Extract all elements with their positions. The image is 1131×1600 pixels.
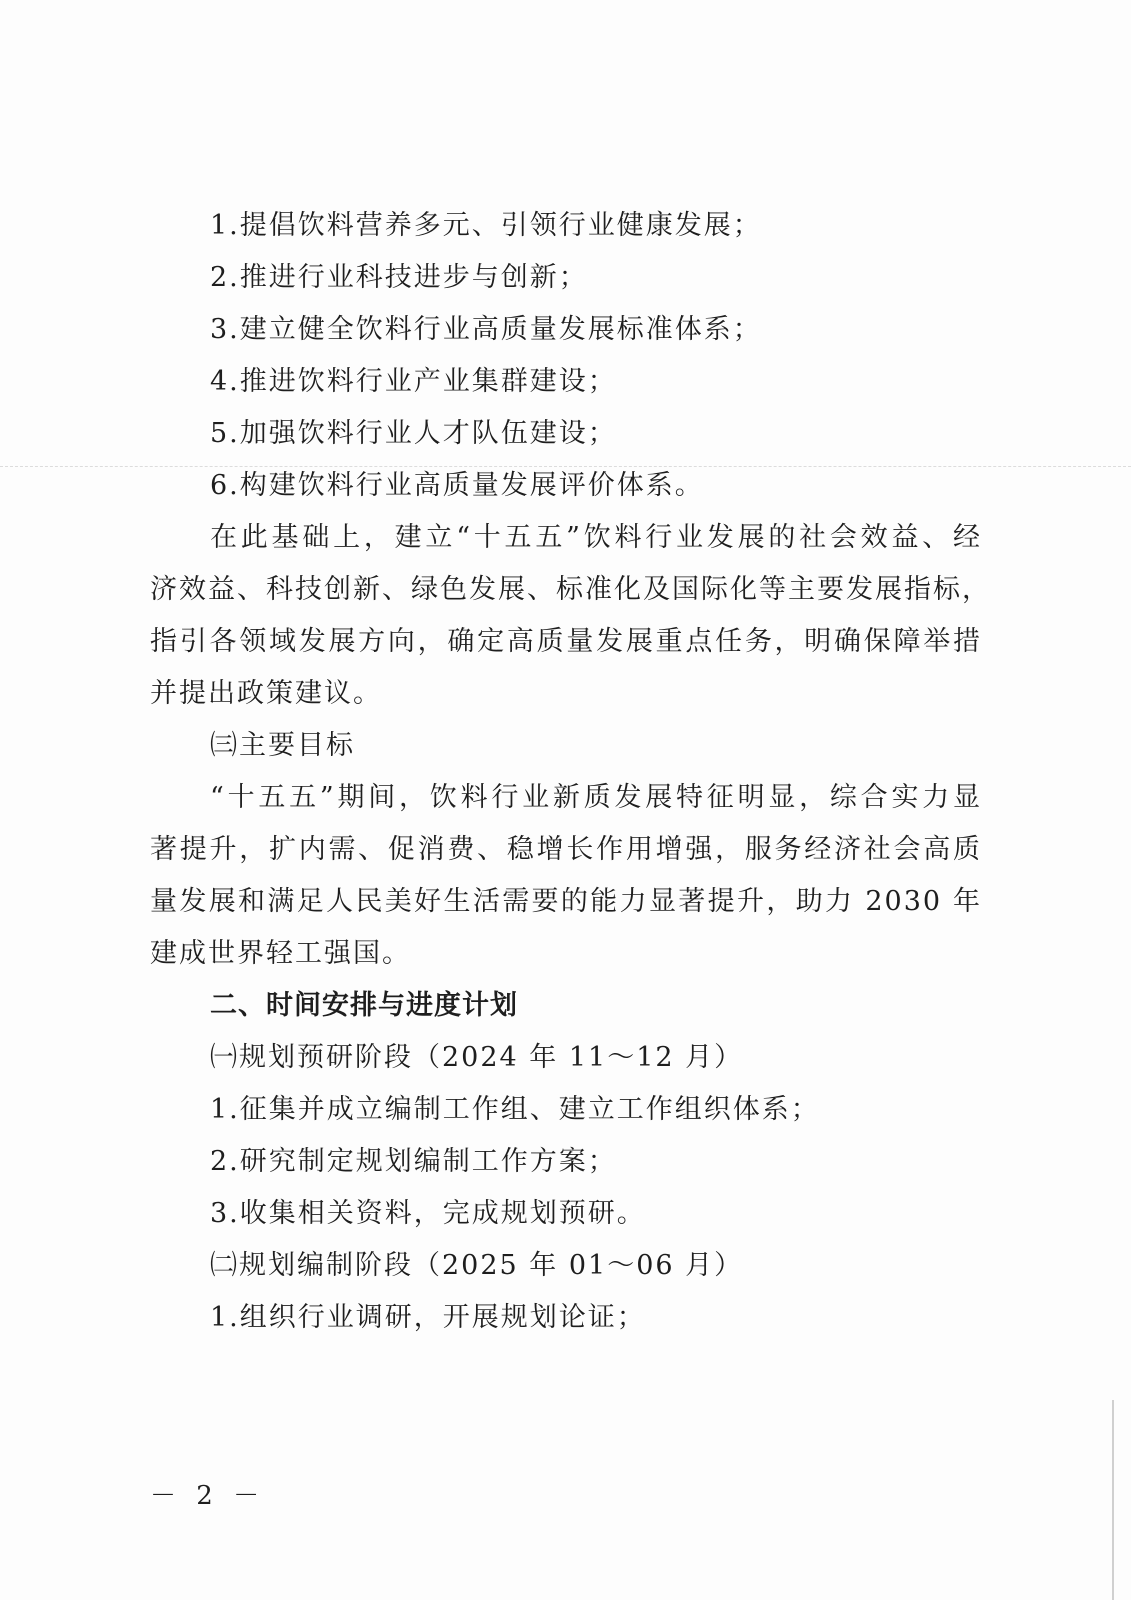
list-item-1: 1.提倡饮料营养多元、引领行业健康发展； [210,210,762,241]
list-item-4: 4.推进饮料行业产业集群建设； [210,366,617,397]
paragraph-line: 在此基础上，建立“十五五”饮料行业发展的社会效益、经 [210,522,982,553]
paragraph-line: 并提出政策建议。 [150,678,382,709]
list-item-2: 2.推进行业科技进步与创新； [210,262,588,293]
list-item-3: 3.建立健全饮料行业高质量发展标准体系； [210,314,762,345]
subsection-heading: ㈠规划预研阶段（2024 年 11～12 月） [210,1042,744,1073]
paragraph-line: 指引各领域发展方向，确定高质量发展重点任务，明确保障举措 [150,626,982,657]
list-item-3: 3.收集相关资料，完成规划预研。 [210,1198,646,1229]
scan-edge-shadow [1112,1400,1114,1600]
list-item-5: 5.加强饮料行业人才队伍建设； [210,418,617,449]
list-item-1: 1.组织行业调研，开展规划论证； [210,1302,646,1333]
paragraph-line: 量发展和满足人民美好生活需要的能力显著提升，助力 2030 年 [150,886,982,917]
list-item-6: 6.构建饮料行业高质量发展评价体系。 [210,470,704,501]
section-heading: 二、时间安排与进度计划 [210,990,518,1021]
subsection-heading: ㈢主要目标 [210,730,355,761]
paragraph-line: “十五五”期间，饮料行业新质发展特征明显，综合实力显 [210,782,982,813]
list-item-2: 2.研究制定规划编制工作方案； [210,1146,617,1177]
list-item-1: 1.征集并成立编制工作组、建立工作组织体系； [210,1094,820,1125]
paragraph-line: 建成世界轻工强国。 [150,938,411,969]
subsection-heading: ㈡规划编制阶段（2025 年 01～06 月） [210,1250,744,1281]
paragraph-line: 著提升，扩内需、促消费、稳增长作用增强，服务经济社会高质 [150,834,982,865]
page-number: － 2 － [150,1481,266,1511]
paragraph-line: 济效益、科技创新、绿色发展、标准化及国际化等主要发展指标， [150,574,991,605]
